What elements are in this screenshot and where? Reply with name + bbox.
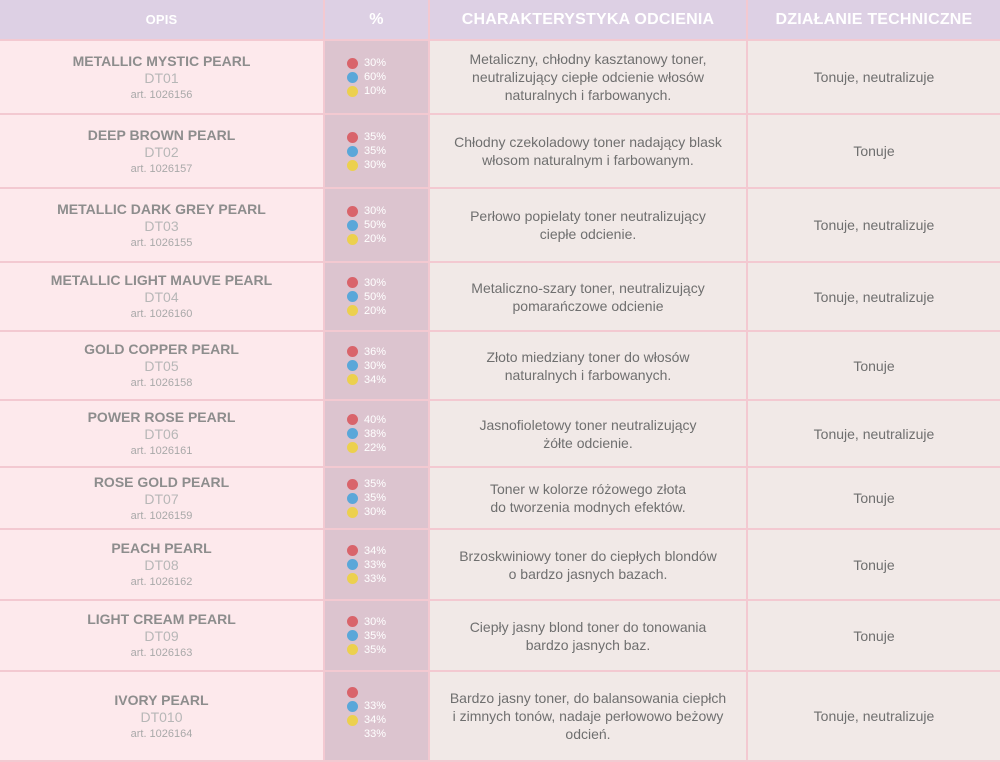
article-number: art. 1026164: [130, 727, 193, 740]
mix-percent: 40%: [364, 413, 387, 426]
mix-row: [347, 360, 388, 372]
yellow-dot-icon: [347, 507, 358, 518]
product-code: DT05: [144, 358, 179, 374]
color-mix-dots: [347, 414, 388, 454]
mix-percent: 34%: [364, 714, 387, 726]
shade-description-cell: [430, 672, 748, 762]
product-code: DT03: [144, 217, 179, 234]
percent-cell: [325, 189, 430, 263]
percent-cell: [325, 530, 430, 601]
mix-percent: 34%: [364, 373, 387, 386]
technical-action-cell: [748, 41, 1000, 115]
mix-percent: 33%: [364, 700, 387, 712]
mix-percent: 20%: [364, 233, 387, 245]
shade-description-cell: [430, 263, 748, 332]
yellow-dot-icon: [347, 86, 358, 97]
product-name: LIGHT CREAM PEARL: [87, 611, 236, 627]
mix-row: [347, 714, 388, 726]
blue-dot-icon: [347, 701, 358, 712]
mix-percent: 35%: [364, 131, 387, 143]
mix-row: [347, 686, 388, 698]
product-cell: [0, 115, 325, 189]
mix-row: [347, 478, 388, 490]
color-mix-dots: [347, 277, 388, 317]
mix-row: [347, 131, 388, 143]
shade-description-cell: [430, 530, 748, 601]
mix-row: [347, 219, 388, 231]
technical-action: Tonuje, neutralizuje: [813, 288, 935, 305]
mix-percent: 33%: [364, 728, 387, 740]
product-code: DT02: [144, 143, 179, 160]
mix-row: [347, 145, 388, 157]
mix-percent: 22%: [364, 441, 387, 454]
product-cell: [0, 332, 325, 401]
shade-description-cell: [430, 468, 748, 530]
yellow-dot-icon: [347, 573, 358, 584]
mix-row: [347, 85, 388, 97]
header-charakterystyka-label: CHARAKTERYSTYKA ODCIENIA: [461, 10, 715, 28]
technical-action-cell: [748, 332, 1000, 401]
yellow-dot-icon: [347, 374, 358, 385]
technical-action: Tonuje: [853, 490, 895, 506]
product-name: METALLIC LIGHT MAUVE PEARL: [50, 272, 273, 288]
technical-action-cell: [748, 263, 1000, 332]
yellow-dot-icon: [347, 234, 358, 245]
header-dzialanie: [748, 0, 1000, 41]
mix-percent: 30%: [364, 159, 387, 171]
shade-description-cell: [430, 332, 748, 401]
article-number: art. 1026161: [130, 445, 193, 457]
product-code: DT04: [144, 289, 179, 305]
shade-description: Metaliczno-szary toner, neutralizujący pomarańczowe odcienie: [471, 279, 705, 314]
technical-action-cell: [748, 189, 1000, 263]
mix-percent: 30%: [364, 57, 387, 69]
product-name: PEACH PEARL: [111, 540, 212, 556]
blue-dot-icon: [347, 630, 358, 641]
mix-percent: 30%: [364, 615, 387, 628]
mix-row: [347, 616, 388, 628]
product-name: DEEP BROWN PEARL: [87, 126, 236, 143]
blue-dot-icon: [347, 360, 358, 371]
color-mix-dots: [347, 57, 388, 97]
percent-cell: [325, 115, 430, 189]
product-code: DT010: [140, 708, 183, 725]
red-dot-icon: [347, 346, 358, 357]
red-dot-icon: [347, 132, 358, 143]
product-code: DT06: [144, 426, 179, 442]
mix-row: [347, 700, 388, 712]
shade-description: Toner w kolorze różowego złota do tworzenia modnych efektów.: [489, 481, 687, 515]
percent-cell: [325, 332, 430, 401]
product-cell: [0, 601, 325, 672]
mix-row: [347, 233, 388, 245]
mix-percent: 30%: [364, 205, 387, 217]
mix-percent: 34%: [364, 544, 387, 557]
technical-action-cell: [748, 530, 1000, 601]
article-number: art. 1026163: [130, 647, 193, 659]
shade-description-cell: [430, 41, 748, 115]
technical-action-cell: [748, 601, 1000, 672]
color-mix-dots: [347, 686, 388, 740]
shade-description-cell: [430, 401, 748, 468]
article-number: art. 1026158: [130, 377, 193, 389]
red-dot-icon: [347, 414, 358, 425]
product-cell: [0, 189, 325, 263]
mix-percent: 33%: [364, 558, 387, 571]
mix-row: [347, 159, 388, 171]
percent-cell: [325, 601, 430, 672]
technical-action: Tonuje, neutralizuje: [813, 708, 935, 724]
yellow-dot-icon: [347, 644, 358, 655]
mix-percent: 50%: [364, 219, 387, 231]
article-number: art. 1026159: [130, 509, 193, 522]
mix-row: [347, 305, 388, 317]
red-dot-icon: [347, 206, 358, 217]
red-dot-icon: [347, 616, 358, 627]
mix-percent: 60%: [364, 71, 387, 83]
red-dot-icon: [347, 545, 358, 556]
shade-description: Ciepły jasny blond toner do tonowania bardzo jasnych baz.: [469, 618, 707, 653]
mix-row: [347, 428, 388, 440]
mix-percent: 35%: [364, 145, 387, 157]
header-charakterystyka: [430, 0, 748, 41]
blue-dot-icon: [347, 146, 358, 157]
shade-description: Jasnofioletowy toner neutralizujący żółte odcienie.: [479, 416, 697, 451]
mix-percent: 30%: [364, 359, 387, 372]
mix-percent: 38%: [364, 427, 387, 440]
color-mix-dots: [347, 616, 388, 656]
shade-description: Chłodny czekoladowy toner nadający blask włosom naturalnym i farbowanym.: [454, 134, 722, 168]
red-dot-icon: [347, 277, 358, 288]
product-cell: [0, 41, 325, 115]
technical-action-cell: [748, 468, 1000, 530]
mix-percent: 35%: [364, 478, 387, 490]
technical-action: Tonuje: [853, 143, 895, 159]
color-mix-dots: [347, 346, 388, 386]
header-opis-label: OPIS: [145, 12, 178, 27]
mix-percent: 36%: [364, 345, 387, 358]
color-mix-dots: [347, 131, 388, 171]
red-dot-icon: [347, 687, 358, 698]
yellow-dot-icon: [347, 305, 358, 316]
article-number: art. 1026155: [130, 236, 193, 249]
mix-row: [347, 205, 388, 217]
article-number: art. 1026156: [130, 88, 193, 101]
mix-percent: 20%: [364, 304, 387, 317]
yellow-dot-icon: [347, 715, 358, 726]
technical-action-cell: [748, 115, 1000, 189]
mix-row: [347, 374, 388, 386]
technical-action: Tonuje: [853, 357, 895, 374]
mix-row: [347, 57, 388, 69]
yellow-dot-icon: [347, 442, 358, 453]
article-number: art. 1026160: [130, 308, 193, 320]
article-number: art. 1026157: [130, 162, 193, 175]
technical-action-cell: [748, 401, 1000, 468]
technical-action: Tonuje, neutralizuje: [813, 425, 935, 442]
mix-percent: 35%: [364, 629, 387, 642]
blue-dot-icon: [347, 220, 358, 231]
percent-cell: [325, 672, 430, 762]
mix-row: [347, 277, 388, 289]
blue-dot-icon: [347, 72, 358, 83]
shade-description: Brzoskwiniowy toner do ciepłych blondów o bardzo jasnych bazach.: [459, 547, 717, 582]
mix-percent: 33%: [364, 572, 387, 585]
mix-row: [347, 291, 388, 303]
color-mix-dots: [347, 545, 388, 585]
shade-description: Złoto miedziany toner do włosów naturalnych i farbowanych.: [486, 348, 690, 383]
product-name: IVORY PEARL: [114, 691, 209, 708]
product-name: METALLIC DARK GREY PEARL: [57, 200, 266, 217]
yellow-dot-icon: [347, 160, 358, 171]
product-code: DT08: [144, 557, 179, 573]
mix-percent: 30%: [364, 506, 387, 518]
product-cell: [0, 530, 325, 601]
product-cell: [0, 672, 325, 762]
mix-row: [347, 492, 388, 504]
product-name: ROSE GOLD PEARL: [93, 473, 230, 490]
product-cell: [0, 401, 325, 468]
percent-cell: [325, 401, 430, 468]
mix-percent: 50%: [364, 290, 387, 303]
product-name: METALLIC MYSTIC PEARL: [72, 52, 251, 69]
mix-row: [347, 573, 388, 585]
blue-dot-icon: [347, 428, 358, 439]
percent-cell: [325, 468, 430, 530]
technical-action: Tonuje: [853, 556, 895, 573]
product-name: GOLD COPPER PEARL: [84, 341, 239, 357]
mix-row: [347, 545, 388, 557]
mix-percent: 35%: [364, 643, 387, 656]
header-percent: [325, 0, 430, 41]
blue-dot-icon: [347, 291, 358, 302]
mix-percent: 35%: [364, 492, 387, 504]
mix-row: [347, 506, 388, 518]
mix-row: [347, 442, 388, 454]
product-code: DT07: [144, 490, 179, 507]
red-dot-icon: [347, 58, 358, 69]
color-mix-dots: [347, 205, 388, 245]
technical-action-cell: [748, 672, 1000, 762]
mix-row: [347, 644, 388, 656]
mix-row: [347, 630, 388, 642]
mix-row: [347, 414, 388, 426]
technical-action: Tonuje: [853, 627, 895, 644]
header-percent-label: %: [369, 10, 384, 28]
product-cell: [0, 263, 325, 332]
percent-cell: [325, 263, 430, 332]
blue-dot-icon: [347, 493, 358, 504]
product-name: POWER ROSE PEARL: [87, 409, 236, 425]
red-dot-icon: [347, 479, 358, 490]
product-cell: [0, 468, 325, 530]
mix-percent: 10%: [364, 85, 387, 97]
color-mix-dots: [347, 478, 388, 518]
product-code: DT09: [144, 628, 179, 644]
technical-action: Tonuje, neutralizuje: [813, 217, 935, 233]
header-dzialanie-label: DZIAŁANIE TECHNICZNE: [775, 10, 973, 28]
shade-description: Metaliczny, chłodny kasztanowy toner, neutralizujący ciepłe odcienie włosów naturalnych i farbowanych.: [469, 51, 707, 103]
mix-row: [347, 71, 388, 83]
blue-dot-icon: [347, 559, 358, 570]
technical-action: Tonuje, neutralizuje: [813, 69, 935, 85]
shade-description-cell: [430, 189, 748, 263]
article-number: art. 1026162: [130, 576, 193, 588]
shade-description-cell: [430, 115, 748, 189]
shade-description: Bardzo jasny toner, do balansowania ciepłch i zimnych tonów, nadaje perłowowo beżowy odcień.: [449, 690, 727, 742]
shade-description: Perłowo popielaty toner neutralizujący ciepłe odcienie.: [470, 208, 706, 242]
percent-cell: [325, 41, 430, 115]
product-code: DT01: [144, 69, 179, 86]
mix-row: [347, 559, 388, 571]
header-opis: [0, 0, 325, 41]
mix-row: [347, 728, 388, 740]
shade-description-cell: [430, 601, 748, 672]
mix-row: [347, 346, 388, 358]
mix-percent: 30%: [364, 276, 387, 289]
